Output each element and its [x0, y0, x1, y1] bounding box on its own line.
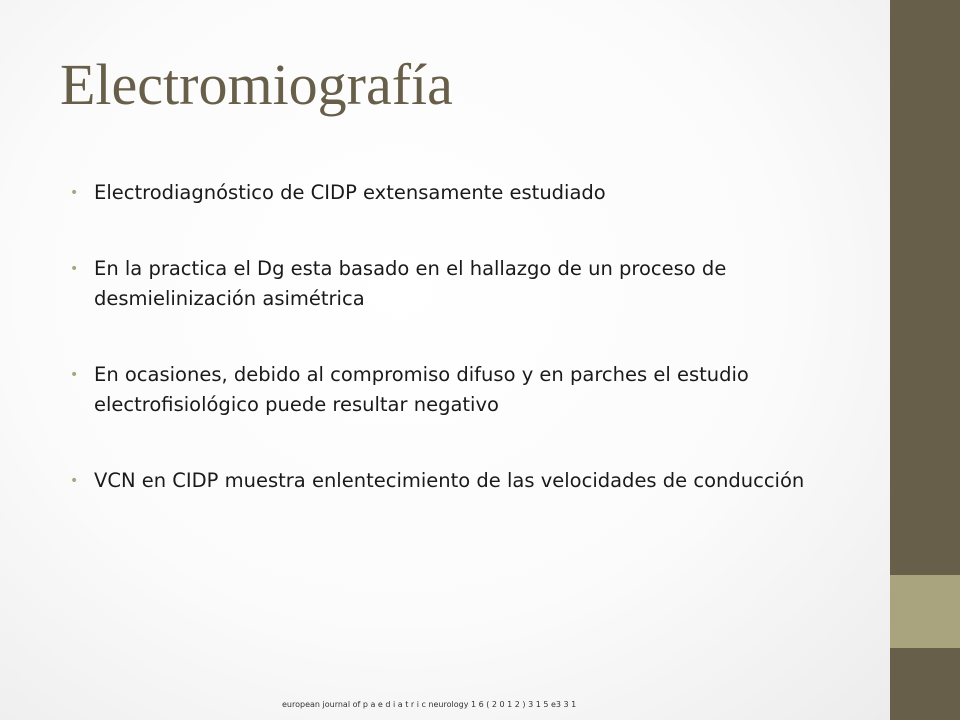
- bullet-text: VCN en CIDP muestra enlentecimiento de las velocidades de conducción: [94, 469, 805, 492]
- bullet-text: Electrodiagnóstico de CIDP extensamente estudiado: [94, 181, 606, 204]
- sidebar-band-middle: [890, 575, 960, 648]
- bullet-item: [70, 360, 830, 420]
- bullet-item: [70, 254, 830, 314]
- bullet-dot-icon: •: [70, 367, 79, 383]
- bullet-list: [70, 178, 830, 542]
- bullet-text: En la practica el Dg esta basado en el hallazgo de un proceso de desmielinización asimétrica: [94, 257, 727, 310]
- sidebar-band-bottom: [890, 648, 960, 720]
- bullet-dot-icon: •: [70, 261, 79, 277]
- slide-title: Electromiografía: [60, 52, 453, 117]
- bullet-dot-icon: •: [70, 473, 79, 489]
- bullet-text: En ocasiones, debido al compromiso difuso y en parches el estudio electrofisiológico puede resultar negativo: [94, 363, 749, 416]
- sidebar-band-top: [890, 0, 960, 575]
- bullet-item: [70, 178, 830, 208]
- bullet-item: [70, 466, 830, 496]
- citation-footer: european journal of p a e d i a t r i c neurology 1 6 ( 2 0 1 2 ) 3 1 5 e3 3 1: [282, 700, 577, 709]
- bullet-dot-icon: •: [70, 185, 79, 201]
